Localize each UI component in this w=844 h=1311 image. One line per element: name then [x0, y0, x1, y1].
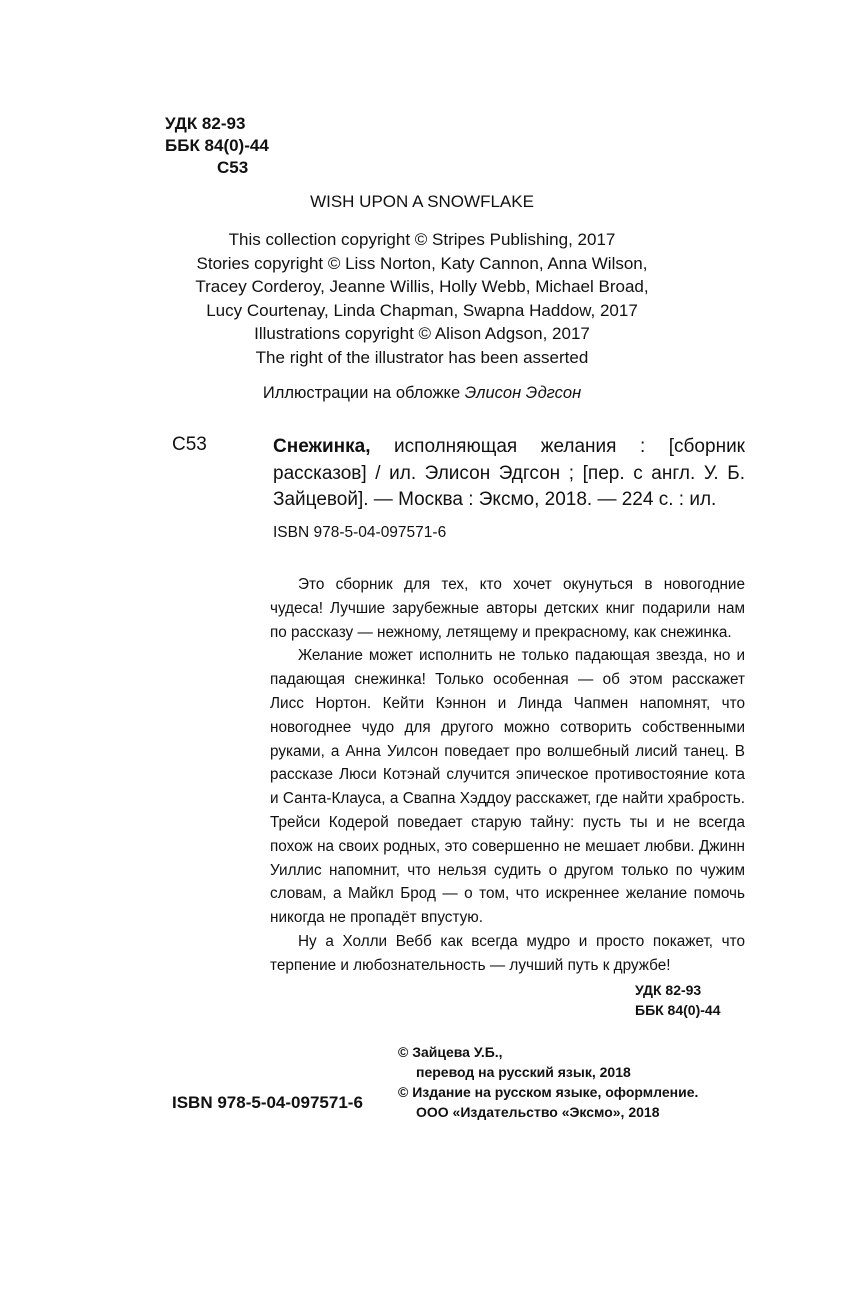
- copyright-credits: [398, 1042, 698, 1122]
- classification-bottom: [635, 980, 720, 1020]
- udk-code-bottom: УДК 82-93: [635, 982, 702, 998]
- bib-entry-description: исполняющая желания : [сборник рассказов] / ил. Элисон Эдгсон ; [пер. с англ. У. Б. Зайцевой]. — Москва : Эксмо, 2018. — 224 с. : ил.: [273, 436, 745, 510]
- cover-illustration-label: Иллюстрации на обложке: [262, 384, 461, 402]
- bbk-code: ББК 84(0)-44: [165, 136, 269, 155]
- copyright-line: Illustrations copyright © Alison Adgson, 2017: [254, 324, 590, 343]
- cover-illustration-credit: [0, 384, 844, 403]
- copyright-line: The right of the illustrator has been asserted: [255, 347, 589, 367]
- udk-code: УДК 82-93: [165, 114, 246, 133]
- bbk-code-bottom: ББК 84(0)-44: [635, 1002, 721, 1018]
- annotation-paragraph: Желание может исполнить не только падающая звезда, но и падающая снежинка! Только особенная — об этом расскажет Лисс Нортон. Кейти Кэннон и Линда Чапмен напомнят, что новогоднее чудо для другого можно сотворить собственными руками, а Анна Уилсон поведает про волшебный лисий танец. В рассказе Люси Котэнай случится эпическое противостояние кота и Санта-Клауса, а Свапна Хэддоу расскажет, где найти храбрость. Трейси Кодерой поведает старую тайну: пусть ты и не всегда похож на своих родных, это совершенно не мешает любви. Джинн Уиллис напомнит, что нельзя судить о другом только по чужим словам, а Майкл Брод — о том, что искреннее желание помочь никогда не пропадёт впустую.: [270, 647, 745, 927]
- bib-entry-title: Снежинка,: [273, 436, 371, 457]
- original-title: WISH UPON A SNOWFLAKE: [310, 192, 534, 211]
- copyright-line: Lucy Courtenay, Linda Chapman, Swapna Haddow, 2017: [206, 300, 638, 320]
- annotation-paragraph: Ну а Холли Вебб как всегда мудро и просто покажет, что терпение и любознательность — лучший путь к дружбе!: [270, 932, 745, 974]
- copyright-line: Tracey Corderoy, Jeanne Willis, Holly Webb, Michael Broad,: [195, 277, 649, 296]
- bib-entry-code: С53: [172, 434, 207, 455]
- copyright-line: Stories copyright © Liss Norton, Katy Cannon, Anna Wilson,: [196, 253, 648, 273]
- bib-entry-isbn: ISBN 978-5-04-097571-6: [273, 523, 447, 541]
- annotation: [270, 573, 745, 978]
- edition-credit: © Издание на русском языке, оформление.: [398, 1084, 699, 1100]
- copyright-line: This collection copyright © Stripes Publishing, 2017: [228, 230, 616, 249]
- classification-block: [165, 113, 269, 179]
- isbn-bottom: ISBN 978-5-04-097571-6: [172, 1093, 363, 1112]
- bib-entry: [273, 434, 745, 546]
- author-sign: С53: [217, 158, 249, 177]
- translation-note: перевод на русский язык, 2018: [416, 1064, 631, 1080]
- copyright-block: [0, 228, 844, 369]
- translator-credit: © Зайцева У.Б.,: [398, 1044, 503, 1060]
- annotation-paragraph: Это сборник для тех, кто хочет окунуться в новогодние чудеса! Лучшие зарубежные авторы детских книг подарили нам по рассказу — нежному, летящему и прекрасному, как снежинка.: [270, 576, 745, 641]
- cover-illustration-artist: Элисон Эдгсон: [464, 384, 582, 402]
- publisher-credit: ООО «Издательство «Эксмо», 2018: [416, 1104, 660, 1120]
